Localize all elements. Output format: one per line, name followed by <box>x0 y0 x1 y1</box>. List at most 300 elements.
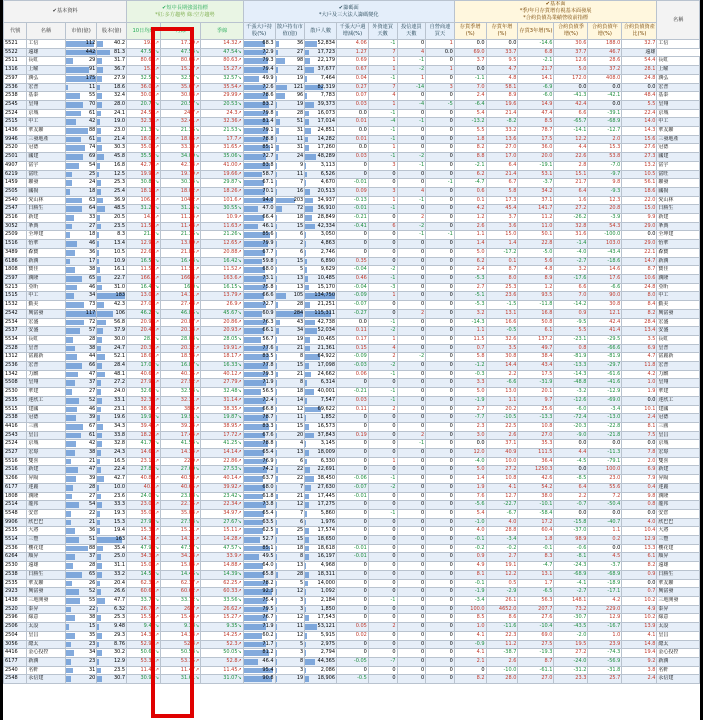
table-row[interactable] <box>4 362 700 371</box>
table-row[interactable] <box>4 283 700 292</box>
data-cell: 3.2 <box>554 266 588 275</box>
trend-arrow-icon: ↗ <box>195 588 200 595</box>
data-cell: -1 <box>368 127 397 136</box>
column-header[interactable]: 市值(億) <box>65 23 97 40</box>
stock-name-cell: 宏璟 <box>27 449 65 458</box>
trend-arrow-icon: ↘ <box>195 257 200 264</box>
data-cell: 55 <box>65 597 97 606</box>
data-cell: 21.26↘ <box>201 231 243 240</box>
table-row[interactable] <box>4 370 700 379</box>
data-cell: 0 <box>368 640 397 649</box>
table-row[interactable] <box>4 527 700 536</box>
column-header[interactable]: 存貨年增(%) <box>486 23 518 40</box>
table-row[interactable] <box>4 266 700 275</box>
table-row[interactable] <box>4 640 700 649</box>
data-cell: 3 <box>275 605 305 614</box>
trend-arrow-icon: ↗ <box>195 657 200 664</box>
data-cell: 11.47↗ <box>161 666 201 675</box>
column-header[interactable]: 合約負債季增(%) <box>554 23 588 40</box>
data-cell: 33.7 <box>486 48 518 57</box>
data-cell: 0 <box>397 666 426 675</box>
data-cell: 15.11↗ <box>201 527 243 536</box>
data-cell: 22.62↗ <box>127 248 161 257</box>
data-cell: 33.3 <box>97 501 127 510</box>
data-cell: 26.78↗ <box>127 605 161 614</box>
data-cell: -2 <box>368 266 397 275</box>
stock-name-cell: 皇普 <box>657 344 700 353</box>
data-cell: 0 <box>337 231 369 240</box>
data-cell: -6.7 <box>486 509 518 518</box>
data-cell: 0 <box>426 501 455 510</box>
trend-arrow-icon: ↗ <box>237 301 242 308</box>
table-row[interactable] <box>4 257 700 266</box>
data-cell: 1.4 <box>454 475 486 484</box>
trend-arrow-icon: ↗ <box>237 248 242 255</box>
data-cell: 19.5 <box>554 640 588 649</box>
table-row[interactable] <box>4 649 700 658</box>
data-cell: 20.87↗ <box>161 318 201 327</box>
data-cell: 0 <box>397 248 426 257</box>
data-cell: 106 <box>97 309 127 318</box>
table-row[interactable] <box>4 161 700 170</box>
data-cell: 7,783 <box>305 92 337 101</box>
data-cell: 10.5 <box>622 170 657 179</box>
data-cell: 3 <box>275 649 305 658</box>
data-cell: 63.5 <box>243 518 275 527</box>
table-row[interactable] <box>4 301 700 310</box>
data-cell: -14.2 <box>554 301 588 310</box>
column-header[interactable]: 季線 <box>201 23 243 40</box>
data-cell: -48.8 <box>554 379 588 388</box>
data-cell: 105 <box>275 292 305 301</box>
data-cell: -1.1 <box>454 74 486 83</box>
table-row[interactable] <box>4 414 700 423</box>
data-cell: 12.9 <box>588 614 622 623</box>
data-cell: 0 <box>397 301 426 310</box>
data-cell: 0 <box>337 666 369 675</box>
data-cell: 17.5 <box>518 370 554 379</box>
column-header[interactable]: 存貨季增(%) <box>454 23 486 40</box>
data-cell: 0.0 <box>588 100 622 109</box>
trend-arrow-icon: ↗ <box>195 109 200 116</box>
trend-arrow-icon: ↘ <box>195 649 200 656</box>
trend-arrow-icon: ↘ <box>154 257 160 264</box>
trend-arrow-icon: ↗ <box>237 483 242 490</box>
column-header[interactable]: 投信連買天數 <box>397 23 426 40</box>
table-row[interactable] <box>4 179 700 188</box>
column-header[interactable]: 千張大戶週增減(%) <box>337 23 369 40</box>
table-row[interactable] <box>4 449 700 458</box>
table-row[interactable] <box>4 657 700 666</box>
table-row[interactable] <box>4 614 700 623</box>
data-cell: 22.7 <box>97 274 127 283</box>
data-cell: 0.0 <box>622 83 657 92</box>
data-cell: 18.65↗ <box>127 353 161 362</box>
data-cell: 53.33↗ <box>127 657 161 666</box>
table-row[interactable] <box>4 309 700 318</box>
column-header[interactable]: 代號 <box>4 23 27 40</box>
data-cell: 19 <box>275 100 305 109</box>
data-cell: 78.2 <box>243 579 275 588</box>
data-cell: 17,275 <box>305 501 337 510</box>
data-cell: 1 <box>426 66 455 75</box>
table-row[interactable] <box>4 48 700 57</box>
data-cell: 0 <box>426 292 455 301</box>
table-row[interactable] <box>4 57 700 66</box>
data-cell: 31 <box>275 144 305 153</box>
data-cell: 39.24↗ <box>161 422 201 431</box>
table-row[interactable] <box>4 666 700 675</box>
trend-arrow-icon: ↘ <box>154 362 160 369</box>
trend-arrow-icon: ↗ <box>195 457 200 464</box>
data-cell: 38.6↗ <box>161 405 201 414</box>
column-header[interactable]: 散戶人數 <box>305 23 337 40</box>
data-cell: 32.7 <box>622 40 657 49</box>
data-cell: 52,034 <box>305 327 337 336</box>
data-cell: -1 <box>397 118 426 127</box>
data-cell: 14.32↗ <box>201 40 243 49</box>
table-row[interactable] <box>4 422 700 431</box>
table-row[interactable] <box>4 501 700 510</box>
trend-arrow-icon: ↗ <box>195 83 200 90</box>
table-row[interactable] <box>4 492 700 501</box>
table-row[interactable] <box>4 518 700 527</box>
data-cell: 183 <box>97 292 127 301</box>
table-row[interactable] <box>4 388 700 397</box>
data-cell: 17,260 <box>305 144 337 153</box>
stock-name-cell: 新建 <box>657 214 700 223</box>
data-cell: -4.7 <box>518 562 554 571</box>
data-cell: 遠雄 <box>622 48 657 57</box>
trend-arrow-icon: ↘ <box>195 597 200 603</box>
table-row[interactable] <box>4 66 700 75</box>
column-header[interactable]: 外資連買天數 <box>368 23 397 40</box>
data-cell: 0 <box>337 649 369 658</box>
data-cell: 0.06 <box>337 370 369 379</box>
table-row[interactable] <box>4 127 700 136</box>
table-row[interactable] <box>4 274 700 283</box>
data-cell: -1 <box>368 74 397 83</box>
data-cell: 0 <box>454 666 486 675</box>
table-row[interactable] <box>4 214 700 223</box>
data-cell: 1316 <box>4 66 27 75</box>
data-cell: 50.8 <box>518 318 554 327</box>
trend-arrow-icon: ↘ <box>237 597 242 603</box>
stock-name-cell: 三發地產 <box>657 135 700 144</box>
group-chip: ✔籌碼面 *大戶及三大法人籌碼變化 <box>243 1 454 23</box>
data-cell: 3.8 <box>622 666 657 675</box>
table-row[interactable] <box>4 100 700 109</box>
table-row[interactable] <box>4 222 700 231</box>
data-cell: 16.87↘ <box>161 362 201 371</box>
table-row[interactable] <box>4 135 700 144</box>
table-row[interactable] <box>4 396 700 405</box>
table-row[interactable] <box>4 353 700 362</box>
table-row[interactable] <box>4 109 700 118</box>
data-cell: 0 <box>426 353 455 362</box>
trend-arrow-icon: ↗ <box>154 109 160 116</box>
data-cell: 0 <box>337 605 369 614</box>
data-cell: 0 <box>426 396 455 405</box>
data-cell: -13.3 <box>518 414 554 423</box>
table-row[interactable] <box>4 457 700 466</box>
data-cell: 2536 <box>4 83 27 92</box>
table-row[interactable] <box>4 536 700 545</box>
table-row[interactable] <box>4 553 700 562</box>
stock-name-cell: 三豐 <box>27 536 65 545</box>
data-cell: 12.5 <box>97 170 127 179</box>
table-row[interactable] <box>4 405 700 414</box>
table-row[interactable] <box>4 327 700 336</box>
table-row[interactable] <box>4 344 700 353</box>
data-cell: 19.66↗ <box>201 170 243 179</box>
trend-arrow-icon: ↘ <box>237 570 242 577</box>
table-row[interactable] <box>4 466 700 475</box>
data-cell: 77.8 <box>243 362 275 371</box>
table-row[interactable] <box>4 231 700 240</box>
data-cell: 0 <box>426 614 455 623</box>
data-cell: 18.09↗ <box>127 135 161 144</box>
data-cell: 3266 <box>4 475 27 484</box>
data-cell: 19.92↘ <box>127 414 161 423</box>
data-cell: 67.6 <box>243 431 275 440</box>
data-cell: 0 <box>426 588 455 597</box>
stock-name-cell: 潤隆 <box>27 492 65 501</box>
data-cell: 23.42↘ <box>201 492 243 501</box>
data-cell: 0.35 <box>337 257 369 266</box>
column-header[interactable]: 股本(億) <box>97 23 127 40</box>
data-cell: 15.5↗ <box>127 66 161 75</box>
data-cell: 38.95↗ <box>201 422 243 431</box>
data-cell: 23.6 <box>486 292 518 301</box>
trend-arrow-icon: ↘ <box>195 205 200 212</box>
data-cell: 8.6 <box>486 614 518 623</box>
data-cell: 11 <box>275 170 305 179</box>
trend-arrow-icon: ↗ <box>237 405 242 412</box>
data-cell: 101.6↗ <box>201 196 243 205</box>
trend-arrow-icon: ↗ <box>237 379 242 386</box>
data-cell: 10.5 <box>97 248 127 257</box>
data-cell: 93.5 <box>518 292 554 301</box>
trend-arrow-icon: ↘ <box>195 544 200 551</box>
column-header[interactable]: 月線 <box>161 23 201 40</box>
data-cell: 32.57↘ <box>161 74 201 83</box>
data-cell: 2.6 <box>486 657 518 666</box>
data-cell: 74 <box>65 144 97 153</box>
data-cell: 27.0 <box>486 144 518 153</box>
table-row[interactable] <box>4 118 700 127</box>
table-row[interactable] <box>4 379 700 388</box>
column-header[interactable]: 合約負債資產比(%) <box>622 23 657 40</box>
data-cell: 22.4 <box>97 466 127 475</box>
data-cell: 31.14↗ <box>201 396 243 405</box>
table-row[interactable] <box>4 631 700 640</box>
table-row[interactable] <box>4 483 700 492</box>
data-cell: 18.26↗ <box>201 187 243 196</box>
trend-arrow-icon: ↘ <box>237 100 242 107</box>
stock-name-cell: 愛山林 <box>27 196 65 205</box>
table-row[interactable] <box>4 170 700 179</box>
data-cell: 21 <box>275 344 305 353</box>
data-cell: 23 <box>65 657 97 666</box>
table-row[interactable] <box>4 544 700 553</box>
stock-name-cell: 潤弘 <box>657 74 700 83</box>
data-cell: 11.24↗ <box>161 214 201 223</box>
data-cell: 39 <box>65 475 97 484</box>
trend-arrow-icon: ↘ <box>154 309 160 316</box>
data-cell: 15.3 <box>97 518 127 527</box>
data-cell: 0 <box>426 214 455 223</box>
data-cell: 408.0 <box>588 74 622 83</box>
trend-arrow-icon: ↗ <box>195 135 200 142</box>
data-cell: 0.0 <box>588 544 622 553</box>
data-cell: 0 <box>368 631 397 640</box>
trend-arrow-icon: ↗ <box>237 657 242 664</box>
table-row[interactable] <box>4 588 700 597</box>
data-cell: -50.4 <box>588 501 622 510</box>
data-cell: 0 <box>337 422 369 431</box>
trend-arrow-icon: ↘ <box>195 74 200 81</box>
table-row[interactable] <box>4 144 700 153</box>
table-row[interactable] <box>4 431 700 440</box>
data-cell: 0 <box>426 57 455 66</box>
data-cell: 40.9 <box>486 449 518 458</box>
data-cell: -3.4 <box>454 597 486 606</box>
data-cell: 0 <box>397 492 426 501</box>
stock-name-cell: 新建 <box>657 466 700 475</box>
table-row[interactable] <box>4 40 700 49</box>
data-cell: 5514 <box>4 536 27 545</box>
data-cell: 3052 <box>4 222 27 231</box>
table-row[interactable] <box>4 205 700 214</box>
data-cell: -2.7 <box>554 588 588 597</box>
table-row[interactable] <box>4 335 700 344</box>
column-header[interactable]: 名稱 <box>27 23 65 40</box>
data-cell: 65 <box>65 570 97 579</box>
table-row[interactable] <box>4 579 700 588</box>
data-cell: 75.8 <box>243 283 275 292</box>
trend-arrow-icon: ↘ <box>237 492 242 499</box>
data-cell: 14.11↗ <box>161 292 201 301</box>
data-cell: 0.0 <box>486 40 518 49</box>
data-cell: 18.05↗ <box>161 135 201 144</box>
data-cell: 11.56↗ <box>127 222 161 231</box>
data-cell: 0 <box>426 431 455 440</box>
data-cell: 20.47↗ <box>127 327 161 336</box>
trend-arrow-icon: ↗ <box>154 579 160 586</box>
data-cell: 0 <box>426 370 455 379</box>
table-row[interactable] <box>4 605 700 614</box>
column-header[interactable]: 合約負債年增(%) <box>588 23 622 40</box>
data-cell: 5.4 <box>454 109 486 118</box>
table-row[interactable] <box>4 562 700 571</box>
data-cell: 27.6 <box>622 144 657 153</box>
data-cell: 13.0 <box>486 388 518 397</box>
data-cell: -4.0 <box>454 457 486 466</box>
data-cell: -10.4 <box>518 623 554 632</box>
data-cell: 9 <box>275 161 305 170</box>
table-row[interactable] <box>4 248 700 257</box>
data-cell: 7.0 <box>454 83 486 92</box>
table-row[interactable] <box>4 74 700 83</box>
data-cell: 2511 <box>4 57 27 66</box>
table-row[interactable] <box>4 597 700 606</box>
data-cell: 100.0 <box>588 466 622 475</box>
data-cell: 62.25↗ <box>201 579 243 588</box>
column-header[interactable]: 散戶持有市值(億) <box>275 23 305 40</box>
data-cell: 0 <box>397 449 426 458</box>
table-row[interactable] <box>4 83 700 92</box>
table-row[interactable] <box>4 153 700 162</box>
column-header[interactable]: 存貨3年增(%) <box>518 23 554 40</box>
data-cell: 54.4 <box>622 57 657 66</box>
trend-arrow-icon: ↗ <box>195 483 200 490</box>
data-cell: 21.36↘ <box>161 127 201 136</box>
table-row[interactable] <box>4 675 700 684</box>
table-row[interactable] <box>4 440 700 449</box>
data-cell: 6,314 <box>305 379 337 388</box>
table-row[interactable] <box>4 570 700 579</box>
data-cell: 15.43↗ <box>161 614 201 623</box>
column-header[interactable]: 自營商連買天 <box>426 23 455 40</box>
data-cell: 1 <box>397 74 426 83</box>
stock-name-cell: 富旺 <box>657 170 700 179</box>
data-cell: 5.8 <box>454 353 486 362</box>
table-row[interactable] <box>4 509 700 518</box>
data-cell: 0.0 <box>588 440 622 449</box>
table-row[interactable] <box>4 318 700 327</box>
table-row[interactable] <box>4 475 700 484</box>
data-cell: 22.3 <box>486 631 518 640</box>
trend-arrow-icon: ↗ <box>237 83 242 90</box>
stock-name-cell: 安盛 <box>27 327 65 336</box>
data-cell: -68.9 <box>588 118 622 127</box>
stock-name-cell: 皇普 <box>27 344 65 353</box>
data-cell: 13.4 <box>97 240 127 249</box>
data-cell: -7.0 <box>588 161 622 170</box>
data-cell: 1438 <box>4 597 27 606</box>
data-cell: -1 <box>397 161 426 170</box>
column-header[interactable]: 千張大戶持股(%) <box>243 23 275 40</box>
stock-name-cell: 工信 <box>27 40 65 49</box>
data-cell: 33.56↘ <box>201 597 243 606</box>
data-cell: -5 <box>426 100 455 109</box>
data-cell: 37 <box>65 379 97 388</box>
table-row[interactable] <box>4 92 700 101</box>
data-cell: 0 <box>426 335 455 344</box>
table-row[interactable] <box>4 187 700 196</box>
data-cell: 17.3 <box>486 196 518 205</box>
data-cell: 13.1 <box>518 570 554 579</box>
data-cell: 60.33↗ <box>201 588 243 597</box>
data-cell: 9906 <box>4 518 27 527</box>
data-cell: 82,319 <box>305 83 337 92</box>
data-cell: 8.9 <box>486 92 518 101</box>
data-cell: 0 <box>426 483 455 492</box>
stock-name-cell: 富旺 <box>27 170 65 179</box>
data-cell: 23.88↘ <box>161 492 201 501</box>
stock-name-cell: 京城 <box>27 440 65 449</box>
data-cell: -0.6 <box>554 544 588 553</box>
trend-arrow-icon: ↘ <box>237 179 242 186</box>
data-cell: 19.91↗ <box>201 344 243 353</box>
table-row[interactable] <box>4 292 700 301</box>
table-row[interactable] <box>4 623 700 632</box>
table-row[interactable] <box>4 240 700 249</box>
data-cell: 0.0 <box>622 440 657 449</box>
column-header[interactable]: 10日均線 <box>127 23 161 40</box>
table-row[interactable] <box>4 196 700 205</box>
